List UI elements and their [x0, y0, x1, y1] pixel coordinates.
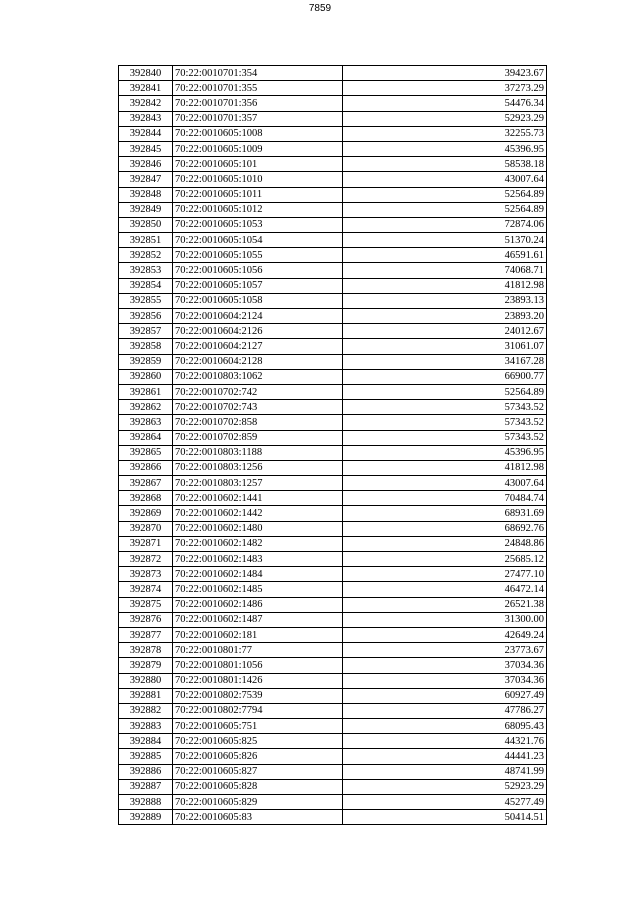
value-cell: 68931.69: [343, 506, 547, 521]
cadastral-number-cell: 70:22:0010605:1058: [173, 293, 343, 308]
row-number-cell: 392888: [119, 795, 173, 810]
cadastral-value-table: [118, 65, 547, 825]
row-number-cell: 392868: [119, 491, 173, 506]
table-row: [119, 248, 547, 263]
row-number-cell: 392858: [119, 339, 173, 354]
table-row: [119, 354, 547, 369]
row-number-cell: 392847: [119, 172, 173, 187]
value-cell: 34167.28: [343, 354, 547, 369]
table-row: [119, 658, 547, 673]
value-cell: 45277.49: [343, 795, 547, 810]
row-number-cell: 392860: [119, 369, 173, 384]
table-row: [119, 217, 547, 232]
table-row: [119, 81, 547, 96]
value-cell: 37034.36: [343, 658, 547, 673]
table-row: [119, 688, 547, 703]
cadastral-number-cell: 70:22:0010605:1057: [173, 278, 343, 293]
cadastral-number-cell: 70:22:0010605:1056: [173, 263, 343, 278]
cadastral-number-cell: 70:22:0010602:181: [173, 627, 343, 642]
table-row: [119, 187, 547, 202]
row-number-cell: 392845: [119, 141, 173, 156]
value-cell: 68095.43: [343, 719, 547, 734]
table-row: [119, 293, 547, 308]
table-row: [119, 810, 547, 825]
cadastral-number-cell: 70:22:0010605:83: [173, 810, 343, 825]
value-cell: 23893.20: [343, 309, 547, 324]
table-row: [119, 567, 547, 582]
table-row: [119, 521, 547, 536]
value-cell: 44321.76: [343, 734, 547, 749]
value-cell: 46591.61: [343, 248, 547, 263]
table-row: [119, 536, 547, 551]
table-row: [119, 400, 547, 415]
row-number-cell: 392876: [119, 612, 173, 627]
cadastral-number-cell: 70:22:0010801:1056: [173, 658, 343, 673]
cadastral-number-cell: 70:22:0010602:1441: [173, 491, 343, 506]
cadastral-number-cell: 70:22:0010701:356: [173, 96, 343, 111]
value-cell: 45396.95: [343, 445, 547, 460]
row-number-cell: 392864: [119, 430, 173, 445]
cadastral-number-cell: 70:22:0010605:1011: [173, 187, 343, 202]
cadastral-number-cell: 70:22:0010602:1486: [173, 597, 343, 612]
cadastral-number-cell: 70:22:0010605:828: [173, 779, 343, 794]
value-cell: 48741.99: [343, 764, 547, 779]
cadastral-number-cell: 70:22:0010803:1062: [173, 369, 343, 384]
value-cell: 39423.67: [343, 66, 547, 81]
cadastral-number-cell: 70:22:0010605:1010: [173, 172, 343, 187]
cadastral-number-cell: 70:22:0010605:1008: [173, 126, 343, 141]
row-number-cell: 392882: [119, 703, 173, 718]
cadastral-number-cell: 70:22:0010801:1426: [173, 673, 343, 688]
cadastral-number-cell: 70:22:0010702:743: [173, 400, 343, 415]
table-row: [119, 339, 547, 354]
value-cell: 47786.27: [343, 703, 547, 718]
value-cell: 45396.95: [343, 141, 547, 156]
value-cell: 44441.23: [343, 749, 547, 764]
row-number-cell: 392875: [119, 597, 173, 612]
table-body: [119, 66, 547, 825]
page-number: 7859: [308, 3, 332, 14]
row-number-cell: 392859: [119, 354, 173, 369]
cadastral-number-cell: 70:22:0010701:357: [173, 111, 343, 126]
row-number-cell: 392856: [119, 309, 173, 324]
table-row: [119, 460, 547, 475]
row-number-cell: 392853: [119, 263, 173, 278]
value-cell: 72874.06: [343, 217, 547, 232]
row-number-cell: 392884: [119, 734, 173, 749]
value-cell: 54476.34: [343, 96, 547, 111]
cadastral-number-cell: 70:22:0010602:1480: [173, 521, 343, 536]
table-row: [119, 430, 547, 445]
value-cell: 26521.38: [343, 597, 547, 612]
row-number-cell: 392857: [119, 324, 173, 339]
cadastral-number-cell: 70:22:0010602:1483: [173, 552, 343, 567]
cadastral-number-cell: 70:22:0010702:858: [173, 415, 343, 430]
value-cell: 70484.74: [343, 491, 547, 506]
table-row: [119, 795, 547, 810]
row-number-cell: 392885: [119, 749, 173, 764]
table-row: [119, 597, 547, 612]
value-cell: 31300.00: [343, 612, 547, 627]
row-number-cell: 392874: [119, 582, 173, 597]
table-row: [119, 627, 547, 642]
cadastral-number-cell: 70:22:0010605:826: [173, 749, 343, 764]
table-row: [119, 491, 547, 506]
row-number-cell: 392840: [119, 66, 173, 81]
table-row: [119, 157, 547, 172]
cadastral-number-cell: 70:22:0010604:2128: [173, 354, 343, 369]
row-number-cell: 392879: [119, 658, 173, 673]
table-row: [119, 66, 547, 81]
table-row: [119, 202, 547, 217]
value-cell: 66900.77: [343, 369, 547, 384]
row-number-cell: 392883: [119, 719, 173, 734]
table-row: [119, 384, 547, 399]
table-row: [119, 749, 547, 764]
cadastral-number-cell: 70:22:0010803:1256: [173, 460, 343, 475]
value-cell: 41812.98: [343, 460, 547, 475]
cadastral-number-cell: 70:22:0010604:2124: [173, 309, 343, 324]
row-number-cell: 392872: [119, 552, 173, 567]
row-number-cell: 392843: [119, 111, 173, 126]
row-number-cell: 392870: [119, 521, 173, 536]
row-number-cell: 392867: [119, 476, 173, 491]
value-cell: 41812.98: [343, 278, 547, 293]
table-row: [119, 582, 547, 597]
row-number-cell: 392861: [119, 384, 173, 399]
value-cell: 60927.49: [343, 688, 547, 703]
cadastral-number-cell: 70:22:0010701:355: [173, 81, 343, 96]
table-row: [119, 445, 547, 460]
row-number-cell: 392855: [119, 293, 173, 308]
value-cell: 43007.64: [343, 172, 547, 187]
table-row: [119, 612, 547, 627]
table-row: [119, 415, 547, 430]
value-cell: 74068.71: [343, 263, 547, 278]
cadastral-number-cell: 70:22:0010604:2127: [173, 339, 343, 354]
row-number-cell: 392842: [119, 96, 173, 111]
cadastral-number-cell: 70:22:0010605:751: [173, 719, 343, 734]
row-number-cell: 392844: [119, 126, 173, 141]
table-row: [119, 172, 547, 187]
cadastral-number-cell: 70:22:0010602:1487: [173, 612, 343, 627]
table-row: [119, 673, 547, 688]
table-row: [119, 764, 547, 779]
row-number-cell: 392851: [119, 233, 173, 248]
value-cell: 23773.67: [343, 643, 547, 658]
row-number-cell: 392887: [119, 779, 173, 794]
value-cell: 24848.86: [343, 536, 547, 551]
value-cell: 50414.51: [343, 810, 547, 825]
value-cell: 52923.29: [343, 779, 547, 794]
value-cell: 24012.67: [343, 324, 547, 339]
row-number-cell: 392848: [119, 187, 173, 202]
cadastral-number-cell: 70:22:0010605:1053: [173, 217, 343, 232]
cadastral-number-cell: 70:22:0010803:1257: [173, 476, 343, 491]
table-row: [119, 233, 547, 248]
table-row: [119, 126, 547, 141]
value-cell: 46472.14: [343, 582, 547, 597]
cadastral-number-cell: 70:22:0010802:7794: [173, 703, 343, 718]
value-cell: 31061.07: [343, 339, 547, 354]
value-cell: 57343.52: [343, 430, 547, 445]
row-number-cell: 392850: [119, 217, 173, 232]
row-number-cell: 392862: [119, 400, 173, 415]
value-cell: 52564.89: [343, 187, 547, 202]
row-number-cell: 392846: [119, 157, 173, 172]
cadastral-number-cell: 70:22:0010602:1485: [173, 582, 343, 597]
value-cell: 57343.52: [343, 400, 547, 415]
row-number-cell: 392863: [119, 415, 173, 430]
cadastral-number-cell: 70:22:0010602:1442: [173, 506, 343, 521]
value-cell: 32255.73: [343, 126, 547, 141]
table-row: [119, 703, 547, 718]
cadastral-number-cell: 70:22:0010802:7539: [173, 688, 343, 703]
value-cell: 52923.29: [343, 111, 547, 126]
row-number-cell: 392877: [119, 627, 173, 642]
cadastral-number-cell: 70:22:0010702:742: [173, 384, 343, 399]
row-number-cell: 392841: [119, 81, 173, 96]
value-cell: 68692.76: [343, 521, 547, 536]
value-cell: 57343.52: [343, 415, 547, 430]
value-cell: 42649.24: [343, 627, 547, 642]
table-row: [119, 552, 547, 567]
table-row: [119, 324, 547, 339]
table-row: [119, 643, 547, 658]
cadastral-number-cell: 70:22:0010605:1055: [173, 248, 343, 263]
cadastral-number-cell: 70:22:0010604:2126: [173, 324, 343, 339]
row-number-cell: 392849: [119, 202, 173, 217]
value-cell: 37273.29: [343, 81, 547, 96]
cadastral-number-cell: 70:22:0010702:859: [173, 430, 343, 445]
row-number-cell: 392854: [119, 278, 173, 293]
row-number-cell: 392852: [119, 248, 173, 263]
cadastral-number-cell: 70:22:0010605:1054: [173, 233, 343, 248]
value-cell: 37034.36: [343, 673, 547, 688]
row-number-cell: 392878: [119, 643, 173, 658]
row-number-cell: 392869: [119, 506, 173, 521]
value-cell: 25685.12: [343, 552, 547, 567]
cadastral-number-cell: 70:22:0010602:1482: [173, 536, 343, 551]
cadastral-number-cell: 70:22:0010605:825: [173, 734, 343, 749]
table-row: [119, 369, 547, 384]
cadastral-number-cell: 70:22:0010605:1012: [173, 202, 343, 217]
value-cell: 23893.13: [343, 293, 547, 308]
cadastral-number-cell: 70:22:0010803:1188: [173, 445, 343, 460]
row-number-cell: 392886: [119, 764, 173, 779]
table-row: [119, 96, 547, 111]
row-number-cell: 392873: [119, 567, 173, 582]
row-number-cell: 392889: [119, 810, 173, 825]
cadastral-number-cell: 70:22:0010605:1009: [173, 141, 343, 156]
table-row: [119, 263, 547, 278]
cadastral-number-cell: 70:22:0010602:1484: [173, 567, 343, 582]
value-cell: 52564.89: [343, 202, 547, 217]
row-number-cell: 392866: [119, 460, 173, 475]
row-number-cell: 392880: [119, 673, 173, 688]
cadastral-number-cell: 70:22:0010801:77: [173, 643, 343, 658]
table-row: [119, 111, 547, 126]
value-cell: 27477.10: [343, 567, 547, 582]
value-cell: 51370.24: [343, 233, 547, 248]
cadastral-number-cell: 70:22:0010605:101: [173, 157, 343, 172]
value-cell: 43007.64: [343, 476, 547, 491]
table-row: [119, 278, 547, 293]
cadastral-number-cell: 70:22:0010605:829: [173, 795, 343, 810]
table-row: [119, 309, 547, 324]
table-row: [119, 506, 547, 521]
value-cell: 52564.89: [343, 384, 547, 399]
row-number-cell: 392871: [119, 536, 173, 551]
table-row: [119, 476, 547, 491]
table-row: [119, 734, 547, 749]
value-cell: 58538.18: [343, 157, 547, 172]
cadastral-number-cell: 70:22:0010701:354: [173, 66, 343, 81]
table-row: [119, 719, 547, 734]
row-number-cell: 392881: [119, 688, 173, 703]
table-row: [119, 141, 547, 156]
cadastral-number-cell: 70:22:0010605:827: [173, 764, 343, 779]
row-number-cell: 392865: [119, 445, 173, 460]
table-row: [119, 779, 547, 794]
